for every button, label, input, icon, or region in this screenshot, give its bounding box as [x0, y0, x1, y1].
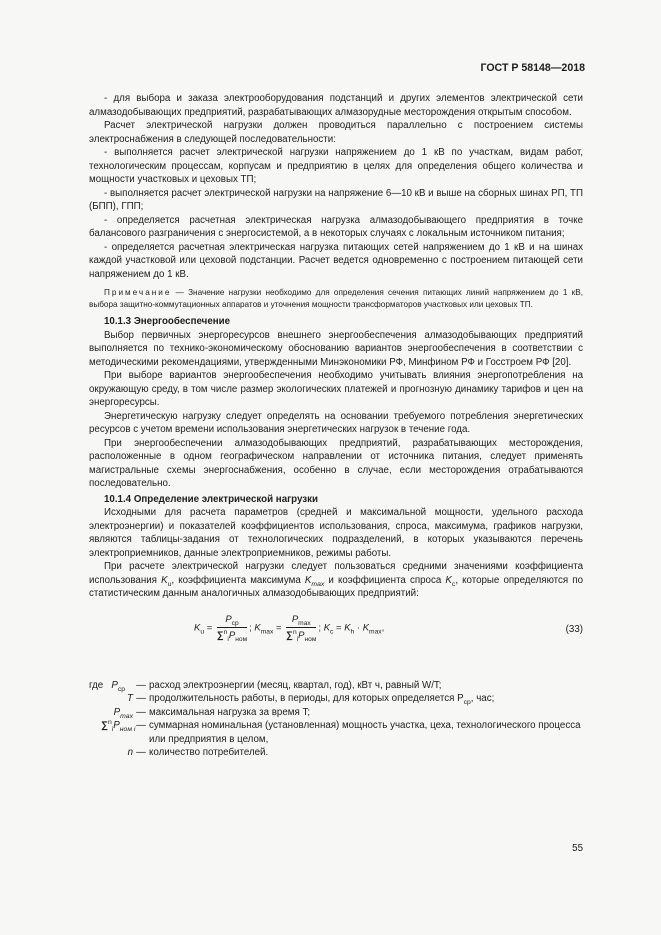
paragraph: - для выбора и заказа электрооборудования подстанций и других элементов электрической сети алмазодобывающих предприятий, разрабатывающих алмазорудные месторождения открытым способом. — [89, 93, 583, 118]
list-item: - выполняется расчет электрической нагрузки на напряжение 6—10 кВ и выше на сборных шинах РП, ТП (БПП), ГПП; — [89, 187, 583, 212]
note — [89, 287, 583, 311]
body-text — [89, 92, 583, 760]
section-heading: 10.1.4 Определение электрической нагрузки — [104, 493, 319, 505]
note-text: — Значение нагрузки необходимо для определения сечения питающих линий напряжением до 1 кВ, выбора защитно-коммутационных аппаратов и уточнения мощности трансформаторов участковых или цеховых ТП. — [89, 288, 583, 309]
definition-row: $P_{max}$ — максимальная нагрузка за время T; — [113, 706, 311, 720]
paragraph: При выборе вариантов энергообеспечения необходимо учитывать влияния энергопотребления на окружающую среду, в том числе размер экологических платежей и прогнозную динамику тарифов и цен на энергоресурсы. — [89, 370, 583, 408]
formula-block — [89, 609, 583, 655]
list-item: - определяется расчетная электрическая нагрузка алмазодобывающего предприятия в точке балансового разграничения с энергосистемой, а в некоторых случаях с локальным источником питания; — [89, 214, 583, 239]
paragraph: Выбор первичных энергоресурсов внешнего энергообеспечения алмазодобывающих предприятий выполняется по технико-экономическому обоснованию вариантов энергообеспечения в соответствии с методическими рекомендациями, утвержденными Минэкономики РФ, Минфином РФ и Госстроем РФ [20]. — [89, 329, 583, 368]
definition-row: где $P_{cp}$ — расход электроэнергии (месяц, квартал, год), кВт ч, равный W/T; — [89, 679, 442, 693]
paragraph: При энергообеспечении алмазодобывающих предприятий, разрабатывающих месторождения, расположенные в одном географическом направлении от источника питания, следует применять магистральные схемы энергоснабжения, особенно в случае, если месторождения отрабатываются последовательно. — [89, 437, 583, 489]
standard-number: ГОСТ Р 58148—2018 — [480, 62, 585, 74]
formula: $K_u$ = $\frac{P_{cp}}{\sum^n_iP_{ном}}$ ; $K_{max}$ = $\frac{P_{max}}{\sum^n_iP_{ном}}$ ; $K_c = K_h \cdot K_{max}$, — [194, 613, 385, 643]
page-number: 55 — [572, 843, 583, 854]
paragraph: Энергетическую нагрузку следует определять на основании требуемого потребления энергетических ресурсов с учетом времени использования энергетических нагрузок в течение года. — [89, 410, 583, 435]
definition-row: T — продолжительность работы, в периоды, для которых определяется $P_{cp}$, час; — [127, 693, 495, 706]
definition-row: $\sum^n_iP_{ном i}$ — суммарная номинальная (установленная) мощность участка, цеха, технологического процесса или предприятия в целом, — [101, 718, 581, 745]
note-label: Примечание — [104, 288, 172, 297]
list-item: - выполняется расчет электрической нагрузки напряжением до 1 кВ по участкам, видам работ, технологическим процессам, корпусам и предприятию в целях для определения общего количества и мощности участковых и цеховых ТП; — [89, 147, 583, 185]
definitions — [89, 679, 583, 760]
fraction: $\frac{P_{max}}{\sum^n_iP_{ном}}$ — [286, 613, 317, 643]
fraction: $\frac{P_{cp}}{\sum^n_iP_{ном}}$ — [216, 613, 248, 643]
list-item: - определяется расчетная электрическая нагрузка питающих сетей напряжением до 1 кВ и на шинах каждой участковой или цеховой подстанции. Расчет ведется одновременно с построением питающей сети напряжением до 1 кВ. — [89, 241, 583, 280]
paragraph: Исходными для расчета параметров (средней и максимальной мощности, удельного расхода электроэнергии) и показателей коэффициентов использования, спроса, максимума, графиков нагрузки, являются таблицы-задания от технологических подразделений, в которых указываются перечень электроприемников, данные электроприемников, режимы работы. — [89, 507, 583, 559]
paragraph: При расчете электрической нагрузки следует пользоваться средними значениями коэффициента использования $K_u$, коэффициента максимума $K_{max}$ и коэффициента спроса $K_c$, которые определяются по статистическим данным аналогичных алмазодобывающих предприятий: — [89, 561, 583, 599]
equation-number: (33) — [565, 623, 583, 635]
definition-row: n — количество потребителей. — [127, 747, 269, 758]
paragraph: Расчет электрической нагрузки должен проводиться параллельно с построением системы электроснабжения в следующей последовательности: — [89, 120, 583, 145]
section-heading: 10.1.3 Энергообеспечение — [104, 316, 231, 327]
